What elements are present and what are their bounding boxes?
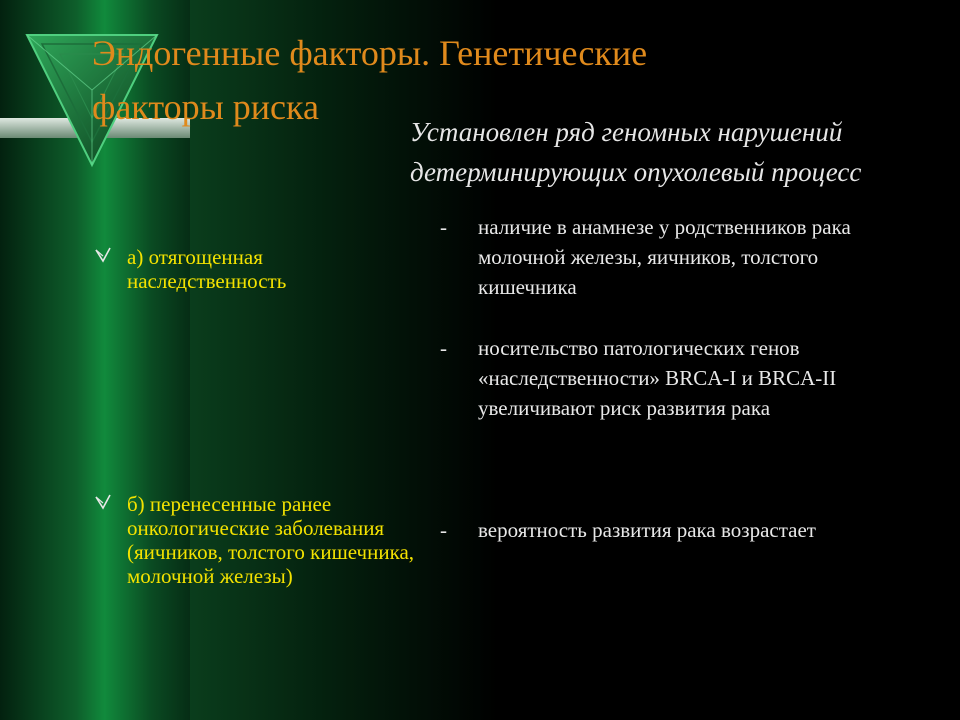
checkmark-icon: [95, 247, 111, 263]
slide-subtitle: Установлен ряд геномных нарушений детерминирующих опухолевый процесс: [410, 117, 862, 187]
list-item: [440, 212, 868, 302]
list-item-text: а) отягощенная наследственность: [127, 245, 287, 293]
list-item: [440, 333, 868, 423]
dash-marker: -: [440, 215, 447, 239]
dash-marker: -: [440, 518, 447, 542]
list-item-text: б) перенесенные ранее онкологические заболевания (яичников, толстого кишечника, молочной железы): [127, 492, 415, 588]
dash-marker: -: [440, 336, 447, 360]
list-item: [440, 515, 868, 545]
list-item-text: носительство патологических генов «наследственности» BRCA-I и BRCA-II увеличивают риск развития рака: [478, 336, 837, 420]
risk-factors-list: [95, 245, 415, 588]
list-item: [95, 492, 427, 588]
slide-title: Эндогенные факторы. Генетические факторы риска: [92, 33, 648, 127]
list-item-text: наличие в анамнезе у родственников рака молочной железы, яичников, толстого кишечника: [478, 215, 851, 299]
list-item-text: вероятность развития рака возрастает: [478, 518, 816, 542]
list-item: [95, 245, 395, 293]
checkmark-icon: [95, 494, 111, 510]
